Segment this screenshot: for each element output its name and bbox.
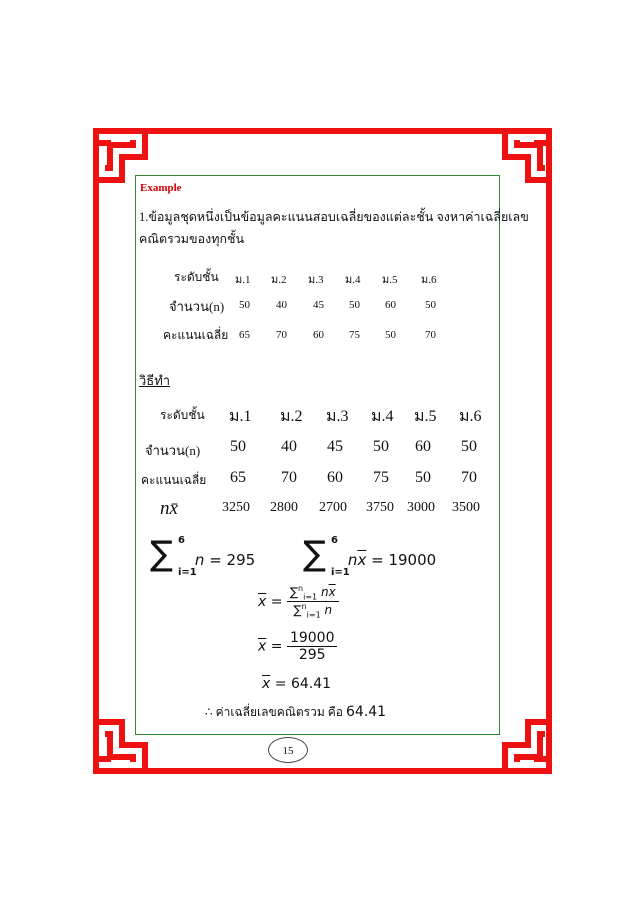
mean-substitution: $\overline{x}$ = $\frac{19000}{295}$ [258, 630, 337, 663]
conclusion-text: ∴ ค่าเฉลี่ยเลขคณิตรวม คือ [205, 705, 343, 719]
table2-cell: 50 [373, 438, 389, 455]
table2-cell: 75 [373, 469, 389, 486]
table2-cell: 50 [415, 469, 431, 486]
page-number: 15 [268, 737, 308, 763]
table1-row-label: ระดับชั้น [174, 270, 219, 284]
table2-cell: ม.5 [414, 408, 437, 425]
table1-cell: 60 [313, 329, 324, 341]
problem-line-1: 1.ข้อมูลชุดหนึ่งเป็นข้อมูลคะแนนสอบเฉลี่ยของแต่ละชั้น จงหาค่าเฉลี่ยเลข [139, 210, 529, 224]
table1-cell: 65 [239, 329, 250, 341]
table2-cell: 60 [415, 438, 431, 455]
table1-cell: 50 [385, 329, 396, 341]
table2-cell: ม.6 [459, 408, 482, 425]
table2-cell: 2700 [319, 500, 347, 515]
sum-nx-value: 19000 [388, 551, 437, 569]
table2-cell: ม.1 [229, 408, 252, 425]
table1-cell: 70 [425, 329, 436, 341]
table2-cell: 70 [461, 469, 477, 486]
table2-cell: 3250 [222, 500, 250, 515]
table2-row-label: คะแนนเฉลี่ย [141, 473, 207, 487]
problem-statement [139, 206, 529, 250]
table1-cell: 40 [276, 299, 287, 311]
table2-cell: 65 [230, 469, 246, 486]
solution-label: วิธีทำ [139, 373, 171, 388]
table2-cell: 3750 [366, 500, 394, 515]
table1-cell: ม.6 [421, 274, 437, 286]
table2-cell: ม.3 [326, 408, 349, 425]
table2-row-label-nxbar: nx̄ [160, 498, 178, 519]
table1-cell: 50 [349, 299, 360, 311]
table2-cell: 3000 [407, 500, 435, 515]
table2-cell: 50 [230, 438, 246, 455]
table1-cell: 45 [313, 299, 324, 311]
sum-n-value: 295 [226, 551, 256, 569]
table2-cell: ม.2 [280, 408, 303, 425]
table2-cell: 3500 [452, 500, 480, 515]
table1-cell: 50 [425, 299, 436, 311]
table2-row-label: จำนวน(n) [145, 443, 201, 458]
table1-cell: ม.1 [235, 274, 251, 286]
mean-formula: $\overline{x}$ = $\frac{\sum^n_{i=1} n\overline{x}}{\sum^n_{i=1} n}$ [258, 584, 339, 620]
mean-denominator: 295 [298, 647, 326, 663]
table1-cell: 50 [239, 299, 250, 311]
mean-result: $\overline{x} = 64.41$ [262, 676, 332, 692]
table2-cell: 60 [327, 469, 343, 486]
table1-cell: 70 [276, 329, 287, 341]
table2-cell: 40 [281, 438, 297, 455]
table2-cell: 2800 [270, 500, 298, 515]
table2-cell: ม.4 [371, 408, 394, 425]
table2-cell: 45 [327, 438, 343, 455]
table1-cell: ม.2 [271, 274, 287, 286]
sum-n-formula: ∑ 6 i=1 n = 295 [150, 534, 256, 578]
table1-cell: ม.4 [345, 274, 361, 286]
table1-row-label: คะแนนเฉลี่ย [163, 328, 229, 342]
conclusion [205, 703, 386, 722]
problem-line-2: คณิตรวมของทุกชั้น [139, 232, 245, 246]
mean-numerator: 19000 [287, 630, 338, 647]
table1-cell: ม.3 [308, 274, 324, 286]
conclusion-value: 64.41 [346, 704, 387, 720]
sum-nx-formula: ∑ 6 i=1 $n\overline{x} = 19000$ [303, 534, 437, 578]
table2-cell: 70 [281, 469, 297, 486]
table1-cell: 60 [385, 299, 396, 311]
mean-result-value: 64.41 [290, 676, 332, 692]
table2-row-label: ระดับชั้น [160, 408, 205, 422]
table1-row-label: จำนวน(n) [169, 299, 225, 314]
table1-cell: 75 [349, 329, 360, 341]
table2-cell: 50 [461, 438, 477, 455]
table1-cell: ม.5 [382, 274, 398, 286]
example-heading: Example [140, 182, 182, 194]
